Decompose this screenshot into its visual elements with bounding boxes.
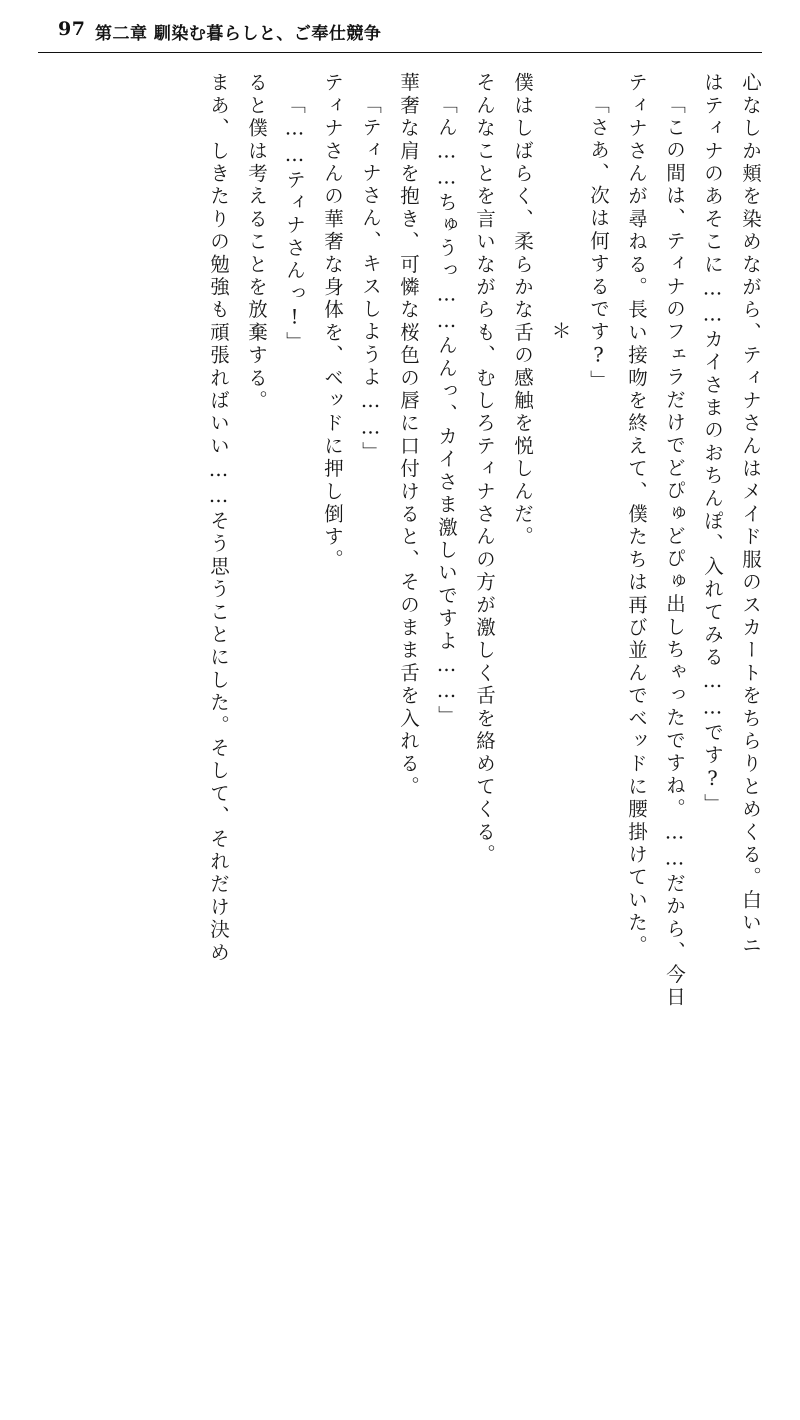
text-line: 「ん……ちゅうっ……んんっ、カイさま激しいですよ……」	[435, 94, 458, 728]
text-line: まあ、しきたりの勉強も頑張ればいい……そう思うことにした。そして、それだけ決め	[207, 72, 230, 965]
page-header	[0, 18, 800, 52]
text-line: ティナさんの華奢な身体を、ベッドに押し倒す。	[321, 72, 344, 572]
text-line: 心なしか頬を染めながら、ティナさんはメイド服のスカートをちらりとめくる。白いニ	[739, 72, 762, 958]
chapter-title: 第二章 馴染む暮らしと、ご奉仕競争	[95, 24, 382, 44]
page-number: 97	[58, 18, 86, 40]
text-line: はティナのあそこに……カイさまのおちんぽ、入れてみる……です?」	[701, 72, 724, 816]
text-line: ＊	[548, 320, 572, 340]
text-line: 「さあ、次は何するです?」	[587, 94, 610, 393]
vertical-text-columns	[190, 72, 760, 1172]
text-line: 僕はしばらく、柔らかな舌の感触を悦しんだ。	[511, 72, 534, 549]
header-divider	[38, 52, 762, 53]
text-line: 「……ティナさんっ!」	[283, 94, 306, 355]
text-line: 華奢な肩を抱き、可憐な桜色の唇に口付けると、そのまま舌を入れる。	[397, 72, 420, 799]
page-body	[40, 72, 760, 1182]
text-line: そんなことを言いながらも、むしろティナさんの方が激しく舌を絡めてくる。	[473, 72, 496, 867]
text-line: 「ティナさん、キスしようよ……」	[359, 94, 382, 465]
text-line: 「この間は、ティナのフェラだけでどぴゅどぴゅ出しちゃったですね。……だから、今日	[663, 94, 686, 1009]
text-line: ティナさんが尋ねる。長い接吻を終えて、僕たちは再び並んでベッドに腰掛けていた。	[625, 72, 648, 958]
text-line: ると僕は考えることを放棄する。	[245, 72, 268, 413]
